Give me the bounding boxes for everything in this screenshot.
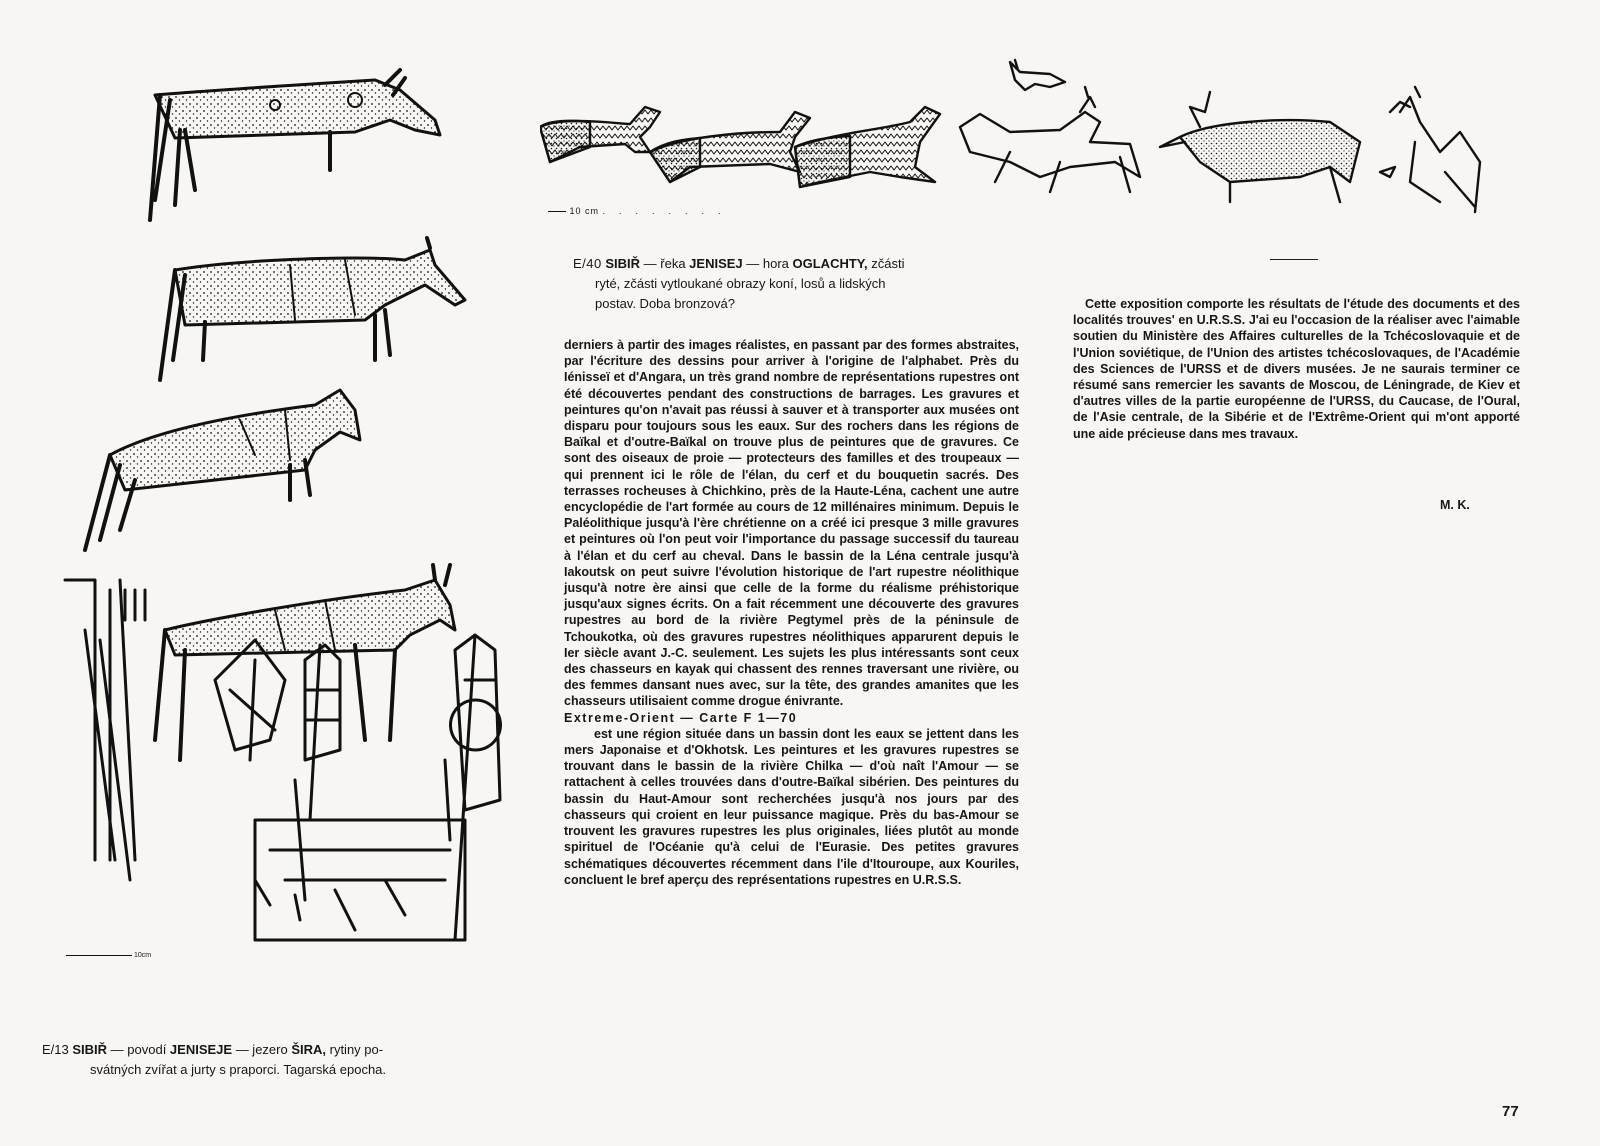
animal-engraving-1: [150, 70, 440, 220]
horse-engraving-3: [795, 107, 940, 187]
small-elk-engraving: [1010, 60, 1065, 90]
pole-marks: [65, 580, 145, 880]
horse-engraving-1: [540, 107, 660, 162]
engraving-horses-elk-frieze: [540, 52, 1520, 252]
section-heading: Extreme-Orient — Carte F 1—70: [564, 710, 798, 725]
rider-engravings: [960, 87, 1140, 192]
top-scale-bar: 10 cm ........: [548, 206, 735, 216]
figure-engravings-right: [1380, 87, 1480, 212]
page-number: 77: [1502, 1103, 1519, 1120]
animal-engraving-2: [160, 238, 465, 380]
body-text-column-right: [1073, 296, 1520, 442]
engraving-animals-yurts-illustration: [55, 60, 525, 980]
author-signature: M. K.: [1440, 498, 1470, 512]
paragraph: Cette exposition comporte les résultats de l'étude des documents et des localités trouves' en U.R.S.S. J'ai eu l'occasion de la réaliser avec l'aimable soutien du Ministère des Affaires culturelles de la Tchécoslovaquie et de l'Union soviétique, de l'Union des artistes tchécoslovaques, de l'Académie des Sciences de l'URSS et de divers musées. Je ne saurais terminer ce résumé sans remercier les savants de Moscou, de Léningrade, de Kiev et d'autres villes de la partie européenne de l'URSS, du Caucase, de l'Oural, de l'Asie centrale, de la Sibérie et de l'Extrême-Orient qui m'ont apporté une aide précieuse dans mes travaux.: [1073, 297, 1520, 441]
body-text-column-middle: [564, 337, 1019, 888]
elk-engraving: [1160, 92, 1360, 202]
left-figure-caption: E/13 SIBIŘ — povodí JENISEJE — jezero ŠIRA, rytiny po- svátných zvířat a jurty s praporci. Tagarská epocha.: [42, 1042, 387, 1077]
paragraph: est une région située dans un bassin dont les eaux se jettent dans les mers Japonaise et d'Okhotsk. Les peintures et les gravures rupestres se trouvant dans le bassin de la rivière Chilka — d'où naît l'Amour — se rattachent à celles trouvées dans d'outre-Baïkal sibérien. Des peintures du bassin du Haut-Amour sont recherchées jusqu'à nos jours par des chasseurs qui croient en leur puissance magique. Près du bas-Amour se trouvent les gravures rupestres les plus originales, liées plutôt au monde spirituel de l'Océanie qu'à celui de l'Eurasie. Des petites gravures schématiques découvertes récemment dans l'ile d'Itouroupe, aux Kouriles, concluent le bref aperçu des représentations rupestres en U.R.S.S.: [564, 726, 1019, 887]
animal-engraving-3: [85, 390, 360, 550]
top-figure-caption: E/40 SIBIŘ — řeka JENISEJ — hora OGLACHTY, zčásti ryté, zčásti vytloukané obrazy koní, losů a lidských postav. Doba bronzová?: [573, 256, 905, 311]
divider-rule: [1270, 259, 1318, 260]
left-scale-bar: 10cm: [66, 952, 151, 959]
horse-engraving-2: [650, 112, 810, 182]
paragraph: derniers à partir des images réalistes, en passant par des formes abstraites, par l'écriture des dessins pour arriver à l'origine de l'alphabet. Près du Iénisseï et d'Angara, un très grand nombre de représentations rupestres ont été découvertes pendant des constructions de barrages. Les gravures et peintures qu'on n'avait pas réussi à sauver et à transporter aux musées ont disparu pour toujours sous les eaux. Sur des rochers dans les régions de Baïkal et d'outre-Baïkal on trouve plus de peintures que de gravures. Ce sont des oiseaux de proie — protecteurs des familles et des troupeaux — qui prennent ici le rôle de l'élan, du cerf et du bouquetin sacrés. Des terrasses rocheuses à Chichkino, près de la Haute-Léna, cachent une autre encyclopédie de l'art formée au cours de 12 millénaires minimum. Depuis le Paléolithique jusqu'à l'ère chrétienne on a créé ici presque 3 mille gravures et peintures où l'on peut voir l'importance du passage successif du taureau à l'élan et du cerf au cheval. Dans le bassin de la Léna centrale jusqu'à Iakoutsk on peut suivre l'évolution historique de l'art rupestre néolithique jusqu'à notre ère ainsi que celle de la forme du réalisme préhistorique jusqu'aux signes écrits. On a fait récemment une découverte des gravures rupestres au bord de la rivière Pegtymel près de la péninsule de Tchoukotka, où des gravures rupestres néolithiques apparurent depuis le Ier siècle avant J.-C. seulement. Les sujets les plus intéressants sont ceux des chasseurs en kayak qui chassent des rennes traversant une rivière, ou des femmes dansant nues avec, sur la tête, des grandes amanites que les chasseurs utilisaient comme drogue énivrante.: [564, 338, 1019, 709]
